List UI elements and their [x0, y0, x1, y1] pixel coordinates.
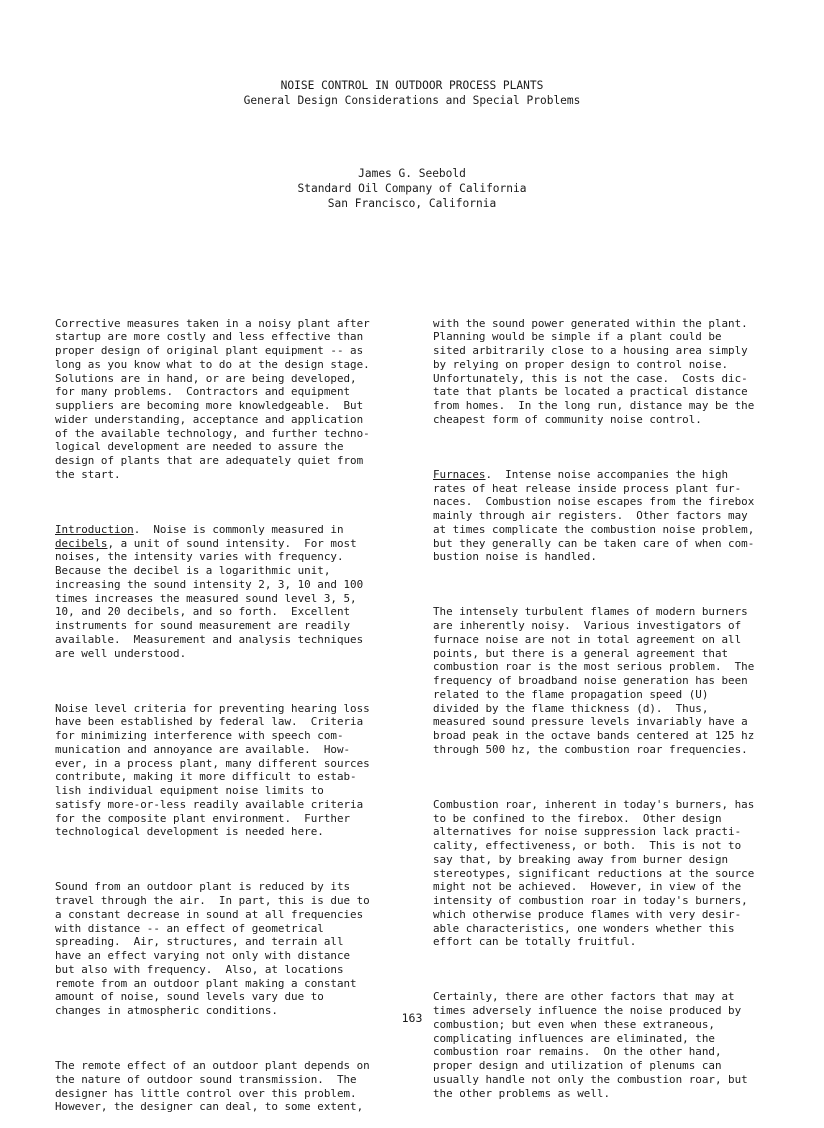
author-name: James G. Seebold [358, 167, 466, 180]
left-paragraph-1: Corrective measures taken in a noisy plant after startup are more costly and less effective than proper design of original plant equipment -- as long as you know what to do at the design stage. Solutions are in hand, or are being developed, for many problems. Contractors and equipment suppliers are becoming more knowledgeable. But wider understanding, acceptance and application of the available technology, and further techno- logical development are needed to assure the design of plants that are adequately quiet from the start. [55, 316, 370, 481]
furnaces-body: . Intense noise accompanies the high rates of heat release inside process plant fur- naces. Combustion noise escapes from the firebox mainly through air registers. Other factors may at times complicate the combustion noise problem, but they generally can be taken care of when com- bustion noise is handled. [433, 467, 755, 564]
left-paragraph-introduction [55, 523, 395, 661]
decibels-term: decibels [55, 536, 108, 550]
paper-title: NOISE CONTROL IN OUTDOOR PROCESS PLANTS [280, 79, 544, 92]
author-block [0, 166, 824, 211]
right-paragraph-furnaces [433, 468, 773, 564]
right-paragraph-4: Combustion roar, inherent in today's burners, has to be confined to the firebox. Other design alternatives for noise suppression lack practi- cality, effectiveness, or both. This is not to say that, by breaking away from burner design stereotypes, significant reductions at the source might not be achieved. However, in view of the intensity of combustion roar in today's burners, which otherwise produce flames with very desir- able characteristics, one wonders whether this effort can be totally fruitful. [433, 797, 755, 949]
right-paragraph-3: The intensely turbulent flames of modern burners are inherently noisy. Various investigators of furnace noise are not in total agreement on all points, but there is a general agreement that combustion roar is the most serious problem. The frequency of broadband noise generation has been related to the flame propagation speed (U) divided by the flame thickness (d). Thus, measured sound pressure levels invariably have a broad peak in the octave bands centered at 125 hz through 500 hz, the combustion roar frequencies. [433, 605, 755, 756]
author-affiliation: Standard Oil Company of California [297, 182, 527, 195]
paper-subtitle: General Design Considerations and Special Problems [243, 94, 581, 107]
introduction-heading: Introduction [55, 522, 134, 536]
left-column [55, 289, 395, 1128]
left-paragraph-4: Sound from an outdoor plant is reduced by its travel through the air. In part, this is due to a constant decrease in sound at all frequencies with distance -- an effect of geometrical spreading. Air, structures, and terrain all have an effect varying not only with distance but also with frequency. Also, at locations remote from an outdoor plant making a constant amount of noise, sound levels vary due to changes in atmospheric conditions. [55, 880, 370, 1017]
furnaces-heading: Furnaces [433, 467, 486, 481]
left-paragraph-3: Noise level criteria for preventing hearing loss have been established by federal law. Criteria for minimizing interference with speech com- munication and annoyance are available. How- ever, in a process plant, many different sources contribute, making it more difficult to estab- lish individual equipment noise limits to satisfy more-or-less readily available criteria for the composite plant environment. Further technological development is needed here. [55, 701, 370, 839]
author-location: San Francisco, California [327, 197, 497, 210]
right-column [433, 289, 773, 1114]
right-paragraph-5: Certainly, there are other factors that may at times adversely influence the noise produced by combustion; but even when these extraneous, complicating influences are eliminated, the combustion roar remains. On the other hand, proper design and utilization of plenums can usually handle not only the combustion roar, but the other problems as well. [433, 990, 748, 1100]
left-paragraph-5: The remote effect of an outdoor plant depends on the nature of outdoor sound transmission. The designer has little control over this problem. However, the designer can deal, to some extent, [55, 1059, 370, 1114]
title-block [0, 78, 824, 108]
introduction-body: , a unit of sound intensity. For most noises, the intensity varies with frequency. Because the decibel is a logarithmic unit, increasing the sound intensity 2, 3, 10 and 100 times increases the measured sound level 3, 5, 10, and 20 decibels, and so forth. Excellent instruments for sound measurement are readily available. Measurement and analysis techniques are well understood. [55, 536, 364, 660]
right-paragraph-1: with the sound power generated within the plant. Planning would be simple if a plant could be sited arbitrarily close to a housing area simply by relying on proper design to control noise. Unfortunately, this is not the case. Costs dic- tate that plants be located a practical distance from homes. In the long run, distance may be the cheapest form of community noise control. [433, 316, 755, 426]
page-number: 163 [401, 1011, 423, 1025]
introduction-lead: . Noise is commonly measured in [133, 522, 344, 536]
